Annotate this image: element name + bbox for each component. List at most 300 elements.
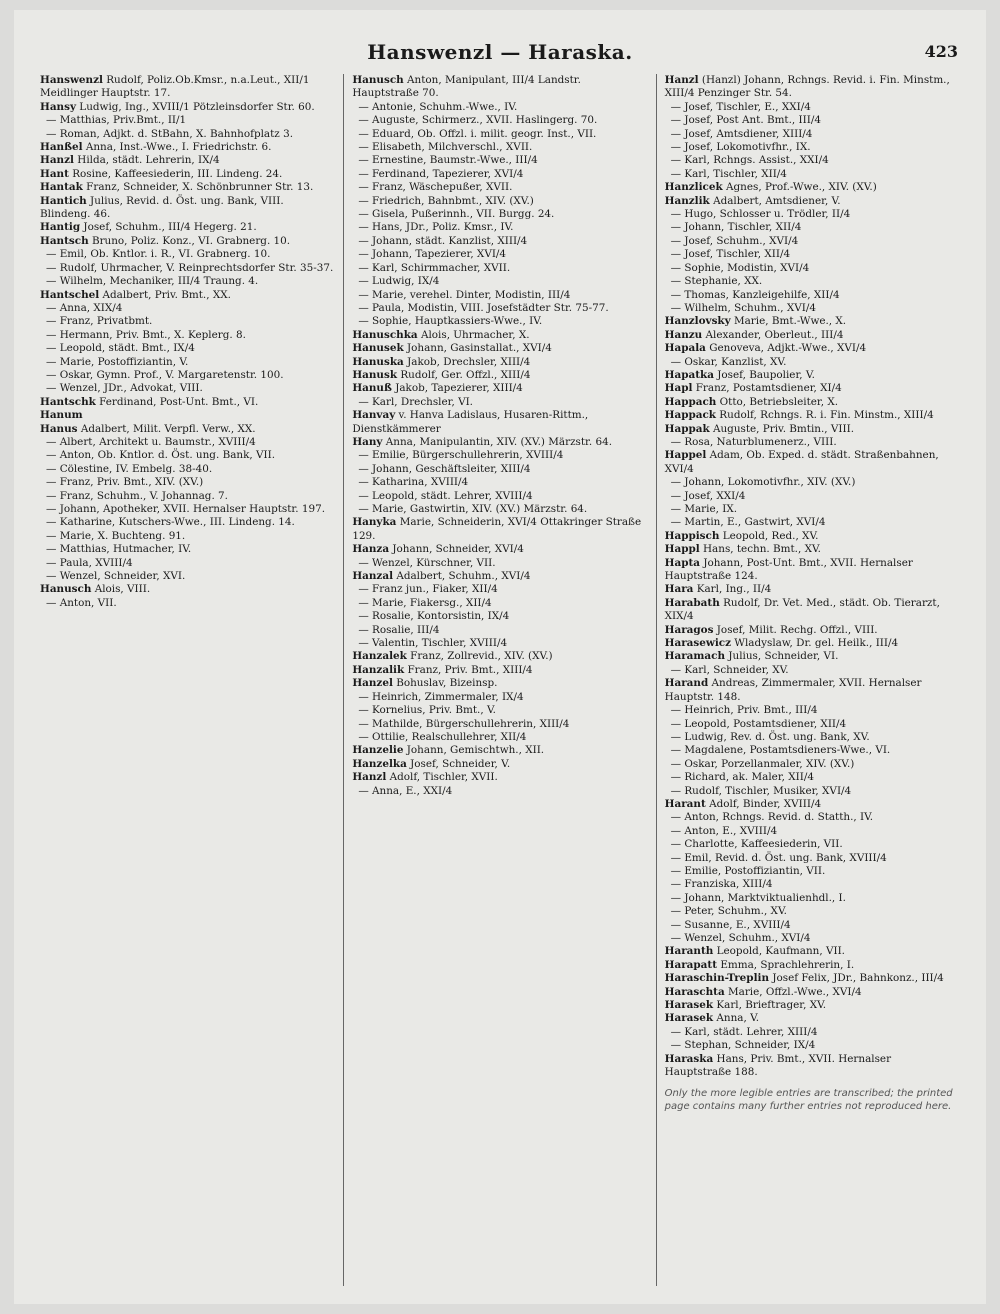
directory-entry [665, 543, 960, 556]
entry-details: — Marie, verehel. Dinter, Modistin, III/4 [358, 288, 571, 301]
directory-entry [352, 785, 647, 798]
directory-page [14, 10, 986, 1304]
entry-details: Agnes, Prof.-Wwe., XIV. (XV.) [722, 181, 877, 194]
entry-surname: Happl [664, 543, 700, 556]
entry-details: — Marie, Fiakersg., XII/4 [358, 596, 492, 609]
directory-entry [352, 691, 647, 704]
entry-details: Ferdinand, Post-Unt. Bmt., VI. [95, 395, 259, 408]
column-right [656, 74, 968, 1286]
entry-details: Bruno, Poliz. Konz., VI. Grabnerg. 10. [88, 234, 291, 247]
entry-details: — Oskar, Gymn. Prof., V. Margaretenstr. 100. [46, 368, 284, 381]
entry-details: Leopold, Kaufmann, VII. [713, 945, 845, 958]
directory-entry [40, 449, 335, 462]
directory-entry [352, 637, 647, 650]
entry-surname: Hanuß [352, 382, 392, 395]
entry-details: Rudolf, Rchngs. R. i. Fin. Minstm., XIII/4 [716, 409, 934, 422]
entry-details: — Heinrich, Zimmermaler, IX/4 [358, 690, 524, 703]
entry-details: Franz, Postamtsdiener, XI/4 [692, 382, 842, 395]
directory-entry [665, 329, 960, 342]
directory-entry [40, 128, 335, 141]
entry-surname: Harasewicz [664, 637, 731, 650]
directory-entry [352, 624, 647, 637]
directory-entry [665, 396, 960, 409]
directory-entry [665, 289, 960, 302]
directory-entry [352, 275, 647, 288]
entry-surname: Happack [664, 409, 716, 422]
entry-details: — Rosa, Naturblumenerz., VIII. [670, 435, 837, 448]
directory-entry [352, 583, 647, 596]
directory-entry [665, 838, 960, 851]
directory-entry [352, 168, 647, 181]
directory-entry [352, 758, 647, 771]
entry-details: — Rosalie, Kontorsistin, IX/4 [358, 610, 510, 623]
directory-entry [665, 154, 960, 167]
entry-details: Adolf, Binder, XVIII/4 [705, 797, 822, 810]
entry-details: Alexander, Oberleut., III/4 [702, 328, 844, 341]
entry-details: Anna, Manipulantin, XIV. (XV.) Märzstr. 64. [382, 435, 613, 448]
entry-details: — Matthias, Priv.Bmt., II/1 [46, 114, 187, 127]
entry-details: — Albert, Architekt u. Baumstr., XVIII/4 [46, 435, 256, 448]
entry-surname: Hantschk [40, 395, 96, 408]
entry-details: Johann, Schneider, XVI/4 [389, 543, 524, 556]
entry-details: — Ludwig, Rev. d. Öst. ung. Bank, XV. [670, 730, 870, 743]
entry-details: Marie, Offzl.-Wwe., XVI/4 [724, 985, 862, 998]
entry-details: Hilda, städt. Lehrerin, IX/4 [73, 154, 220, 167]
directory-entry [352, 356, 647, 369]
entry-details: — Charlotte, Kaffeesiederin, VII. [670, 838, 843, 851]
entry-details: Johann, Gasinstallat., XVI/4 [403, 342, 552, 355]
entry-surname: Hanum [40, 409, 83, 422]
entry-details: — Anton, Rchngs. Revid. d. Statth., IV. [670, 811, 874, 824]
directory-entry [40, 154, 335, 167]
entry-surname: Hara [664, 583, 694, 596]
directory-entry [352, 235, 647, 248]
directory-entry [665, 557, 960, 584]
entry-details: — Karl, Schirmmacher, XVII. [358, 261, 511, 274]
entry-details: — Franz, Wäschepußer, XVII. [358, 181, 513, 194]
directory-entry [40, 101, 335, 114]
entry-details: — Karl, städt. Lehrer, XIII/4 [670, 1025, 818, 1038]
entry-surname: Happak [664, 422, 710, 435]
entry-surname: Hanzl [40, 154, 74, 167]
entry-details: — Franz, Privatbmt. [46, 315, 153, 328]
entry-details: — Rosalie, III/4 [358, 623, 440, 636]
directory-entry [665, 235, 960, 248]
entry-details: Julius, Revid. d. Öst. ung. Bank, VIII. Blindeng. 46. [40, 194, 284, 221]
entry-surname: Hanzelie [352, 744, 404, 757]
directory-entry [352, 128, 647, 141]
entry-details: Marie, Schneiderin, XVI/4 Ottakringer Straße 129. [352, 516, 642, 542]
directory-entry [665, 141, 960, 154]
entry-details: Josef Felix, JDr., Bahnkonz., III/4 [769, 972, 944, 985]
entry-details: Karl, Brieftrager, XV. [713, 999, 827, 1012]
entry-details: — Elisabeth, Milchverschl., XVII. [358, 141, 533, 154]
directory-entry [665, 382, 960, 395]
entry-details: — Franziska, XIII/4 [670, 878, 773, 891]
entry-surname: Haramach [664, 650, 726, 663]
directory-entry [352, 342, 647, 355]
directory-entry [665, 650, 960, 663]
entry-details: Hans, techn. Bmt., XV. [699, 543, 821, 556]
entry-details: Rudolf, Ger. Offzl., XIII/4 [397, 368, 531, 381]
entry-details: — Wenzel, Kürschner, VII. [358, 556, 496, 569]
directory-entry [352, 704, 647, 717]
entry-details: — Wenzel, Schuhm., XVI/4 [670, 932, 811, 944]
directory-entry [665, 409, 960, 422]
entry-details: v. Hanva Ladislaus, Husaren-Rittm., Dienstkämmerer [352, 409, 589, 435]
directory-entry [352, 382, 647, 395]
directory-entry [352, 771, 647, 784]
directory-entry [40, 369, 335, 382]
running-title: Hanswenzl — Haraska. [367, 40, 633, 64]
directory-entry [352, 476, 647, 489]
entry-surname: Haraschta [664, 985, 725, 998]
entry-details: — Peter, Schuhm., XV. [670, 905, 787, 918]
entry-surname: Haragos [664, 623, 714, 636]
entry-surname: Happisch [664, 529, 720, 542]
entry-details: Bohuslav, Bizeinsp. [392, 677, 498, 690]
directory-entry [352, 208, 647, 221]
entry-details: Julius, Schneider, VI. [725, 650, 839, 663]
entry-surname: Hapala [664, 342, 706, 355]
directory-entry [40, 248, 335, 261]
entry-details: — Josef, Amtsdiener, XIII/4 [670, 127, 813, 140]
directory-entry [40, 409, 335, 422]
entry-surname: Hanzal [352, 570, 394, 583]
entry-surname: Hanswenzl [40, 74, 103, 86]
directory-entry [665, 677, 960, 704]
directory-entry [352, 610, 647, 623]
page-number: 423 [924, 42, 958, 61]
entry-details: — Johann, Apotheker, XVII. Hernalser Hauptstr. 197. [46, 503, 325, 515]
directory-entry [352, 409, 647, 436]
entry-surname: Hanusek [352, 342, 404, 355]
directory-entry [352, 289, 647, 302]
directory-entry [40, 503, 335, 516]
entry-details: — Wilhelm, Mechaniker, III/4 Traung. 4. [46, 275, 259, 288]
directory-entry [665, 972, 960, 985]
entry-surname: Hapta [664, 556, 701, 569]
directory-entry [665, 356, 960, 369]
entry-details: — Karl, Schneider, XV. [670, 663, 789, 676]
entry-details: — Rudolf, Tischler, Musiker, XVI/4 [670, 784, 852, 797]
entry-details: — Wilhelm, Schuhm., XVI/4 [670, 301, 817, 314]
entry-surname: Hantschel [40, 288, 100, 301]
directory-entry [40, 570, 335, 583]
directory-entry [665, 436, 960, 449]
entry-details: Anna, Inst.-Wwe., I. Friedrichstr. 6. [82, 141, 272, 154]
directory-entry [665, 221, 960, 234]
entry-surname: Harasek [664, 999, 714, 1012]
entry-details: — Friedrich, Bahnbmt., XIV. (XV.) [358, 194, 534, 207]
entry-surname: Harand [664, 677, 709, 690]
entry-details: Anton, Manipulant, III/4 Landstr. Hauptstraße 70. [352, 74, 581, 100]
directory-entry [352, 597, 647, 610]
directory-entry [40, 289, 335, 302]
entry-surname: Hanzu [664, 328, 703, 341]
directory-entry [40, 275, 335, 288]
directory-entry [40, 490, 335, 503]
entry-details: — Susanne, E., XVIII/4 [670, 918, 791, 931]
entry-surname: Haraschin-Treplin [664, 972, 770, 985]
entry-surname: Hapl [664, 382, 693, 395]
directory-entry [40, 516, 335, 529]
entry-details: — Franz, Schuhm., V. Johannag. 7. [46, 489, 228, 502]
directory-entry [352, 449, 647, 462]
entry-surname: Haranth [664, 945, 714, 958]
entry-details: — Katharina, XVIII/4 [358, 476, 469, 489]
entry-surname: Hanusch [40, 583, 92, 596]
directory-entry [352, 570, 647, 583]
entry-surname: Hanuska [352, 355, 404, 368]
directory-entry [665, 811, 960, 824]
directory-entry [665, 597, 960, 624]
entry-details: — Matthias, Hutmacher, IV. [46, 543, 192, 556]
directory-entry [352, 650, 647, 663]
entry-details: — Josef, XXI/4 [670, 489, 746, 502]
directory-entry [665, 785, 960, 798]
entry-details: — Marie, X. Buchteng. 91. [46, 529, 186, 542]
entry-details: — Anton, VII. [46, 596, 117, 609]
directory-entry [665, 503, 960, 516]
entry-details: — Martin, E., Gastwirt, XVI/4 [670, 516, 826, 529]
entry-details: — Josef, Tischler, E., XXI/4 [670, 100, 811, 113]
directory-entry [352, 302, 647, 315]
entry-surname: Hapatka [664, 368, 714, 381]
directory-entry [352, 74, 647, 101]
entry-details: — Emil, Revid. d. Öst. ung. Bank, XVIII/4 [670, 851, 887, 864]
entry-details: Rudolf, Dr. Vet. Med., städt. Ob. Tierarzt, XIX/4 [664, 596, 940, 623]
directory-entry [665, 731, 960, 744]
directory-entry [352, 181, 647, 194]
entry-details: — Magdalene, Postamtsdieners-Wwe., VI. [670, 744, 891, 757]
entry-details: Otto, Betriebsleiter, X. [716, 395, 839, 408]
directory-entry [665, 959, 960, 972]
directory-entry [665, 865, 960, 878]
entry-details: Wladyslaw, Dr. gel. Heilk., III/4 [731, 637, 899, 650]
columns [32, 74, 968, 1286]
entry-details: — Oskar, Kanzlist, XV. [670, 355, 787, 368]
entry-details: Jakob, Drechsler, XIII/4 [403, 355, 531, 368]
entry-details: — Josef, Tischler, XII/4 [670, 248, 791, 261]
directory-entry [665, 490, 960, 503]
entry-details: — Anton, E., XVIII/4 [670, 824, 778, 837]
entry-details: Johann, Post-Unt. Bmt., XVII. Hernalser Hauptstraße 124. [664, 556, 913, 583]
directory-entry [665, 530, 960, 543]
entry-details: Anna, V. [713, 1012, 760, 1025]
entry-surname: Hanuschka [352, 328, 418, 341]
directory-entry [40, 436, 335, 449]
directory-entry [352, 463, 647, 476]
entry-details: Johann, Gemischtwh., XII. [403, 744, 545, 757]
entry-surname: Hanzlik [664, 194, 710, 207]
entry-details: Alois, VIII. [91, 583, 151, 596]
entry-details: Ludwig, Ing., XVIII/1 Pötzleinsdorfer Str. 60. [76, 100, 315, 113]
entry-details: — Johann, Geschäftsleiter, XIII/4 [358, 462, 531, 475]
entry-details: — Emilie, Bürgerschullehrerin, XVIII/4 [358, 449, 564, 462]
entry-details: — Karl, Drechsler, VI. [358, 395, 473, 408]
directory-entry [665, 128, 960, 141]
entry-details: Hans, Priv. Bmt., XVII. Hernalser Hauptstraße 188. [664, 1052, 892, 1079]
entry-surname: Hanzlovsky [664, 315, 731, 328]
entry-details: — Heinrich, Priv. Bmt., III/4 [670, 704, 818, 717]
entry-surname: Hanzelka [352, 757, 407, 770]
entry-details: — Valentin, Tischler, XVIII/4 [358, 637, 508, 650]
entry-surname: Hanusk [352, 368, 398, 381]
directory-entry [40, 221, 335, 234]
entry-details: — Karl, Tischler, XII/4 [670, 167, 787, 180]
directory-entry [352, 329, 647, 342]
directory-entry [352, 141, 647, 154]
entry-details: — Eduard, Ob. Offzl. i. milit. geogr. Inst., VII. [358, 127, 597, 140]
entry-details: — Sophie, Modistin, XVI/4 [670, 261, 810, 274]
entry-details: Karl, Ing., II/4 [693, 583, 772, 596]
directory-entry [665, 664, 960, 677]
entry-details: — Rudolf, Uhrmacher, V. Reinprechtsdorfer Str. 35-37. [46, 261, 334, 274]
entry-details: — Auguste, Schirmerz., XVII. Haslingerg. 70. [358, 114, 598, 127]
entry-details: — Gisela, Pußerinnh., VII. Burgg. 24. [358, 208, 555, 221]
directory-entry [665, 369, 960, 382]
entry-surname: Hanzalik [352, 663, 405, 676]
entry-details: — Franz, Priv. Bmt., XIV. (XV.) [46, 476, 204, 489]
entry-details: — Cölestine, IV. Embelg. 38-40. [46, 462, 213, 475]
entry-surname: Happach [664, 395, 717, 408]
directory-entry [352, 731, 647, 744]
entry-surname: Hanvay [352, 409, 396, 422]
directory-entry [352, 664, 647, 677]
entry-details: — Antonie, Schuhm.-Wwe., IV. [358, 100, 518, 113]
entry-surname: Hantig [40, 221, 81, 234]
directory-entry [665, 74, 960, 101]
directory-entry [40, 356, 335, 369]
directory-entry [665, 932, 960, 945]
directory-entry [665, 302, 960, 315]
directory-entry [665, 758, 960, 771]
directory-entry [665, 181, 960, 194]
directory-entry [352, 195, 647, 208]
entry-details: — Stephanie, XX. [670, 275, 763, 288]
entry-details: — Anna, XIX/4 [46, 301, 123, 314]
entry-details: — Wenzel, Schneider, XVI. [46, 570, 186, 583]
entry-details: — Roman, Adjkt. d. StBahn, X. Bahnhofplatz 3. [46, 127, 293, 140]
entry-details: — Hans, JDr., Poliz. Kmsr., IV. [358, 221, 514, 234]
entry-surname: Hanzl [352, 771, 387, 784]
entry-details: Franz, Zollrevid., XIV. (XV.) [406, 650, 553, 663]
entry-surname: Hanzlicek [664, 181, 723, 194]
entry-surname: Hanus [40, 422, 78, 435]
directory-entry [665, 476, 960, 489]
directory-entry [352, 490, 647, 503]
directory-entry [352, 503, 647, 516]
entry-details: Andreas, Zimmermaler, XVII. Hernalser Hauptstr. 148. [664, 677, 922, 703]
directory-entry [665, 1053, 960, 1080]
entry-surname: Harant [664, 797, 706, 810]
directory-entry [665, 208, 960, 221]
entry-details: Jakob, Tapezierer, XIII/4 [391, 382, 523, 395]
entry-details: — Thomas, Kanzleigehilfe, XII/4 [670, 288, 840, 301]
entry-details: — Leopold, städt. Bmt., IX/4 [46, 342, 195, 355]
entry-details: Franz, Priv. Bmt., XIII/4 [404, 663, 533, 676]
entry-details: — Anna, E., XXI/4 [358, 784, 453, 797]
entry-details: Josef, Schuhm., III/4 Hegerg. 21. [80, 221, 257, 234]
directory-entry [352, 744, 647, 757]
directory-entry [40, 583, 335, 596]
entry-details: — Emil, Ob. Kntlor. i. R., VI. Grabnerg. 10. [46, 248, 271, 261]
entry-details: — Johann, Tischler, XII/4 [670, 221, 802, 234]
entry-details: Franz, Schneider, X. Schönbrunner Str. 13. [82, 181, 314, 194]
entry-details: — Josef, Post Ant. Bmt., III/4 [670, 114, 821, 127]
directory-entry [665, 248, 960, 261]
entry-surname: Happel [664, 449, 707, 462]
entry-details: — Ernestine, Baumstr.-Wwe., III/4 [358, 154, 538, 167]
entry-surname: Hany [352, 435, 383, 448]
directory-entry [352, 396, 647, 409]
directory-entry [40, 396, 335, 409]
entry-details: — Hermann, Priv. Bmt., X. Keplerg. 8. [46, 328, 246, 341]
entry-details: Emma, Sprachlehrerin, I. [717, 958, 855, 971]
directory-entry [665, 892, 960, 905]
directory-entry [40, 382, 335, 395]
entry-details: — Johann, Tapezierer, XVI/4 [358, 248, 507, 261]
directory-entry [665, 1012, 960, 1025]
entry-details: Josef, Milit. Rechg. Offzl., VIII. [713, 623, 878, 636]
entry-details: Adam, Ob. Exped. d. städt. Straßenbahnen, XVI/4 [664, 449, 939, 475]
entry-details: — Oskar, Porzellanmaler, XIV. (XV.) [670, 757, 855, 770]
entry-details: Rudolf, Poliz.Ob.Kmsr., n.a.Leut., XII/1 Meidlinger Hauptstr. 17. [40, 74, 310, 100]
directory-entry [352, 315, 647, 328]
directory-entry [40, 302, 335, 315]
directory-entry [665, 168, 960, 181]
directory-entry [40, 423, 335, 436]
directory-entry [40, 342, 335, 355]
directory-entry [40, 463, 335, 476]
entry-details: — Stephan, Schneider, IX/4 [670, 1039, 816, 1052]
entry-details: — Johann, Lokomotivfhr., XIV. (XV.) [670, 476, 856, 489]
entry-surname: Hanyka [352, 516, 397, 529]
entry-details: — Paula, XVIII/4 [46, 556, 133, 569]
directory-entry [665, 449, 960, 476]
column-middle [343, 74, 655, 1286]
directory-entry [40, 543, 335, 556]
column-left [32, 74, 343, 1286]
directory-entry [352, 557, 647, 570]
directory-entry [665, 878, 960, 891]
entry-surname: Hanza [352, 543, 390, 556]
directory-entry [352, 221, 647, 234]
directory-entry [352, 154, 647, 167]
directory-entry [665, 852, 960, 865]
directory-entry [40, 597, 335, 610]
entry-details: Josef, Baupolier, V. [713, 368, 815, 381]
directory-entry [665, 275, 960, 288]
directory-entry [352, 436, 647, 449]
entry-details: Adolf, Tischler, XVII. [386, 771, 498, 784]
entry-details: Adalbert, Priv. Bmt., XX. [99, 288, 231, 301]
directory-entry [352, 677, 647, 690]
entry-details: — Marie, Postoffiziantin, V. [46, 355, 189, 368]
directory-entry [40, 181, 335, 194]
directory-entry [352, 516, 647, 543]
entry-details: Genoveva, Adjkt.-Wwe., XVI/4 [705, 342, 867, 355]
page-header [14, 40, 986, 76]
directory-entry [665, 1039, 960, 1052]
entry-surname: Hant [40, 167, 69, 180]
entry-details: — Marie, Gastwirtin, XIV. (XV.) Märzstr. 64. [358, 503, 588, 515]
entry-details: — Ludwig, IX/4 [358, 275, 440, 288]
directory-entry [665, 771, 960, 784]
directory-entry [665, 315, 960, 328]
entry-surname: Hantak [40, 181, 83, 194]
